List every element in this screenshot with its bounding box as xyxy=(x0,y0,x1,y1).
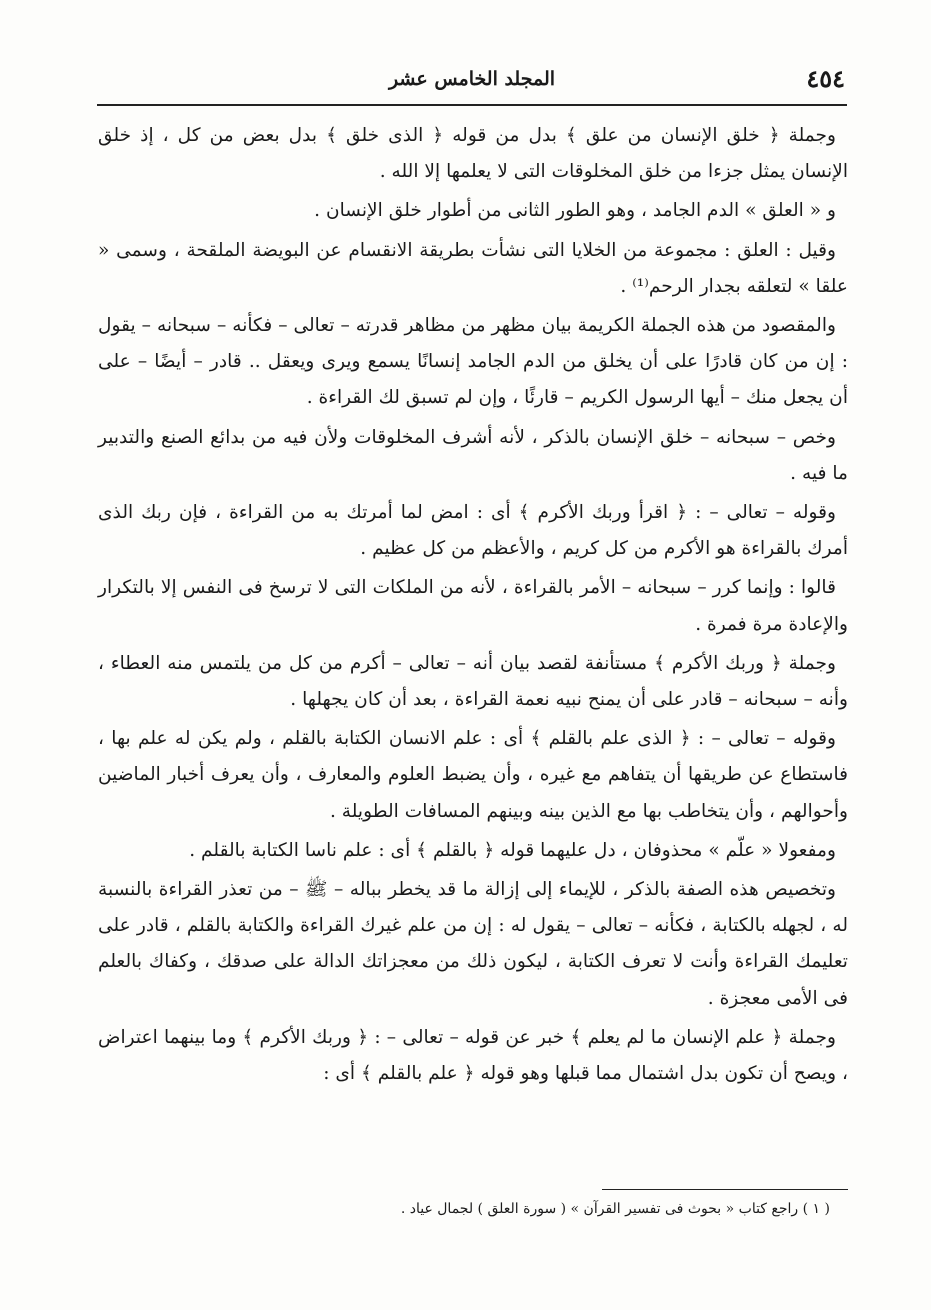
paragraph: والمقصود من هذه الجملة الكريمة بيان مظهر من مظاهر قدرته – تعالى – فكأنه – سبحانه – يقول : إن من كان قادرًا على أن يخلق من الدم الجامد إنسانًا يسمع ويرى ويعقل .. قادر – أيضًا – على أن يجعل منك – أيها الرسول الكريم – قارئًا ، وإن لم تسبق لك القراءة . xyxy=(98,315,848,409)
running-title: المجلد الخامس عشر xyxy=(388,68,556,90)
footnote-divider xyxy=(602,1189,848,1190)
paragraph: وقوله – تعالى – : ﴿ الذى علم بالقلم ﴾ أى : علم الانسان الكتابة بالقلم ، ولم يكن له علم بها ، فاستطاع عن طريقها أن يتفاهم مع غيره ، وأن يضبط العلوم والمعارف ، وأن يعرف أخبار الماضين وأحوالهم ، وأن يتخاطب بها مع الذين بينه وبينهم المسافات الطويلة . xyxy=(98,728,848,822)
paragraph: وقوله – تعالى – : ﴿ اقرأ وربك الأكرم ﴾ أى : امض لما أمرتك به من القراءة ، فإن ربك الذى أمرك بالقراءة هو الأكرم من كل كريم ، والأعظم من كل عظيم . xyxy=(98,502,848,560)
paragraph: وتخصيص هذه الصفة بالذكر ، للإيماء إلى إزالة ما قد يخطر بباله – ﷺ – من تعذر القراءة بالنسبة له ، لجهله بالكتابة ، فكأنه – تعالى – يقول له : إن من علم غيرك القراءة والكتابة بالقلم ، قادر على تعليمك القراءة وأنت لا تعرف الكتابة ، ليكون ذلك من معجزاتك الدالة على صدقك ، وكفاك بالعلم فى الأمى معجزة . xyxy=(98,879,848,1009)
body-text xyxy=(98,118,848,1095)
paragraph: قالوا : وإنما كرر – سبحانه – الأمر بالقراءة ، لأنه من الملكات التى لا ترسخ فى النفس إلا بالتكرار والإعادة مرة فمرة . xyxy=(98,577,848,635)
page-header xyxy=(97,62,847,106)
paragraph: وقيل : العلق : مجموعة من الخلايا التى نشأت بطريقة الانقسام عن البويضة الملقحة ، وسمى « علقا » لتعلقه بجدار الرحم⁽¹⁾ . xyxy=(98,239,848,297)
paragraph: وخص – سبحانه – خلق الإنسان بالذكر ، لأنه أشرف المخلوقات ولأن فيه من بدائع الصنع والتدبير ما فيه . xyxy=(98,426,848,484)
paragraph: وجملة ﴿ وربك الأكرم ﴾ مستأنفة لقصد بيان أنه – تعالى – أكرم من كل من يلتمس منه العطاء ، وأنه – سبحانه – قادر على أن يمنح نبيه نعمة القراءة ، بعد أن كان يجهلها . xyxy=(98,652,848,711)
footnote: ( ١ ) راجع كتاب « بحوث فى تفسير القرآن » ( سورة العلق ) لجمال عياد . xyxy=(400,1201,830,1217)
paragraph: ومفعولا « علّم » محذوفان ، دل عليهما قوله ﴿ بالقلم ﴾ أى : علم ناسا الكتابة بالقلم . xyxy=(189,839,836,861)
paragraph: وجملة ﴿ علم الإنسان ما لم يعلم ﴾ خبر عن قوله – تعالى – : ﴿ وربك الأكرم ﴾ وما بينهما اعتراض ، ويصح أن تكون بدل اشتمال مما قبلها وهو قوله ﴿ علم بالقلم ﴾ أى : xyxy=(98,1026,848,1085)
paragraph: وجملة ﴿ خلق الإنسان من علق ﴾ بدل من قوله ﴿ الذى خلق ﴾ بدل بعض من كل ، إذ خلق الإنسان يمثل جزءا من خلق المخلوقات التى لا يعلمها إلا الله . xyxy=(98,125,848,183)
page-number: ٤٥٤ xyxy=(806,64,845,93)
paragraph: و « العلق » الدم الجامد ، وهو الطور الثانى من أطوار خلق الإنسان . xyxy=(314,200,836,222)
